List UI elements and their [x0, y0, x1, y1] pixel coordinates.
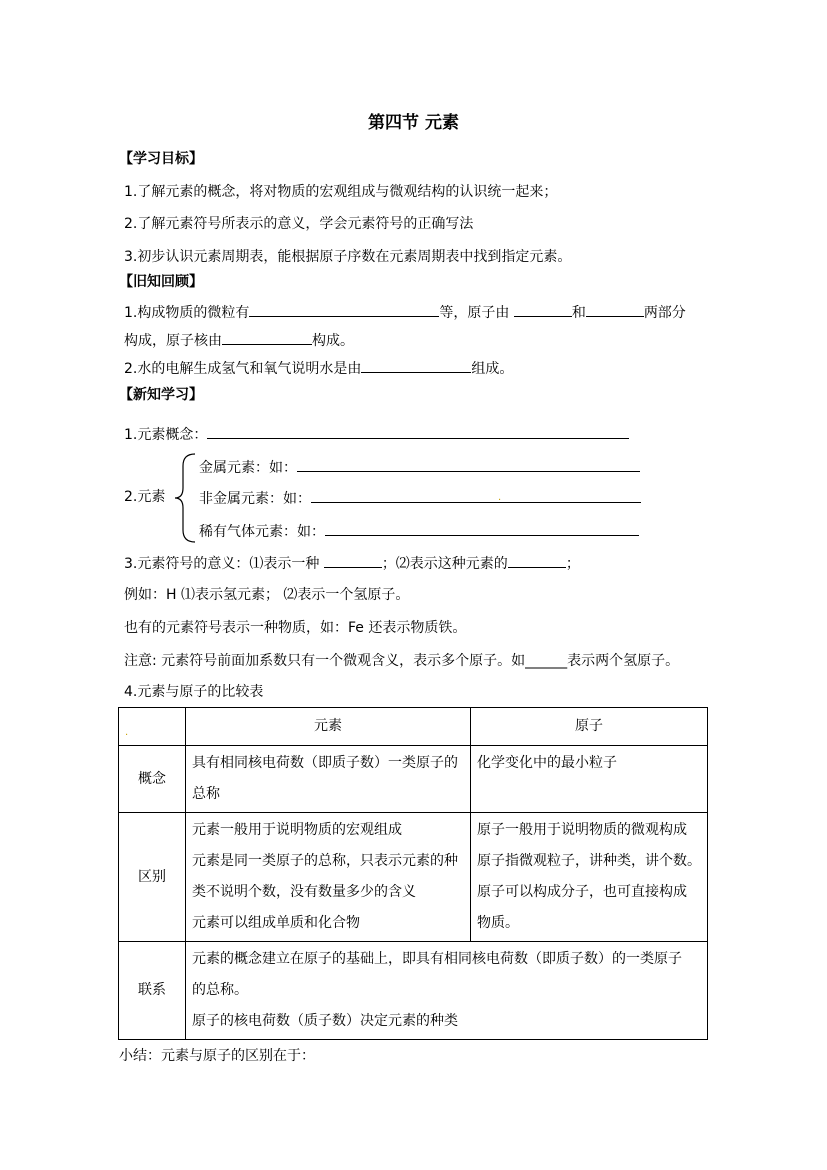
cell-line: 化学变化中的最小粒子 [477, 755, 617, 771]
cell-line: 元素可以组成单质和化合物 [192, 915, 360, 931]
symbol-text-c: ； [565, 556, 580, 572]
blank-nucleus[interactable] [222, 330, 312, 345]
review-q2-text-a: 2.水的电解生成氢气和氧气说明水是由 [124, 361, 362, 377]
cell-line: 类不说明个数，没有数量多少的含义 [192, 884, 416, 900]
review-q2-text-b: 组成。 [471, 361, 514, 377]
concept-label: 1.元素概念： [124, 427, 208, 443]
table-row [119, 813, 708, 942]
new-heading: 【新知学习】 [119, 387, 203, 403]
curly-brace-icon [173, 452, 197, 544]
noble-line [199, 521, 639, 541]
nonmetal-line [199, 488, 641, 508]
concept-atom-cell [471, 746, 708, 813]
row-label-relation: 联系 [119, 942, 186, 1040]
note-line [124, 652, 679, 670]
blank-symbol-1[interactable] [324, 553, 382, 568]
relation-cell [186, 942, 708, 1040]
metal-label: 金属元素：如： [199, 460, 297, 476]
note-blank[interactable]: ______ [525, 653, 568, 669]
cell-line: 元素是同一类原子的总称，只表示元素的种 [192, 853, 458, 869]
review-heading: 【旧知回顾】 [119, 274, 203, 290]
page-title: 第四节 元素 [368, 113, 459, 133]
scan-mark-icon: . [125, 727, 129, 738]
note-text-a: 注意: 元素符号前面加系数只有一个微观含义，表示多个原子。如 [124, 653, 526, 669]
cell-line: 具有相同核电荷数（即质子数）一类原子的 [192, 755, 458, 771]
review-q1-text-c: 和 [571, 305, 586, 321]
objective-3: 3.初步认识元素周期表，能根据原子序数在元素周期表中找到指定元素。 [124, 249, 572, 265]
blank-water[interactable] [361, 358, 471, 373]
table-corner-cell [119, 708, 186, 746]
comparison-table [118, 707, 708, 1040]
difference-element-cell [186, 813, 471, 942]
review-q1-text-b: 等，原子由 [439, 305, 510, 321]
review-q1-text-a: 1.构成物质的微粒有 [124, 305, 250, 321]
cell-line: 元素一般用于说明物质的宏观组成 [192, 822, 402, 838]
blank-metal[interactable] [297, 457, 640, 472]
objectives-heading: 【学习目标】 [119, 151, 203, 167]
cell-line: 原子一般用于说明物质的微观构成 [477, 822, 687, 838]
summary-line: 小结：元素与原子的区别在于： [119, 1048, 315, 1064]
review-q1-text-f: 构成。 [312, 333, 354, 349]
also-line: 也有的元素符号表示一种物质，如：Fe 还表示物质铁。 [124, 620, 467, 636]
col-header-atom: 原子 [471, 708, 708, 746]
review-q1-line2 [124, 330, 354, 350]
objective-2: 2.了解元素符号所表示的意义，学会元素符号的正确写法 [124, 216, 474, 232]
difference-atom-cell [471, 813, 708, 942]
row-label-concept: 概念 [119, 746, 186, 813]
cell-line: 的总称。 [192, 982, 248, 998]
symbol-meaning-line [124, 553, 580, 573]
compare-label: 4.元素与原子的比较表 [124, 684, 264, 700]
col-header-element: 元素 [186, 708, 471, 746]
symbol-text-a: 3.元素符号的意义：⑴表示一种 [124, 556, 320, 572]
review-q1-line1 [124, 302, 686, 322]
cell-line: 原子可以构成分子，也可直接构成 [477, 884, 687, 900]
cell-line: 物质。 [477, 915, 519, 931]
review-q2 [124, 358, 513, 378]
cell-line: 元素的概念建立在原子的基础上，即具有相同核电荷数（即质子数）的一类原子 [192, 951, 682, 967]
blank-concept[interactable] [207, 424, 629, 439]
blank-noble[interactable] [325, 521, 639, 536]
example-line: 例如：H ⑴表示氢元素； ⑵表示一个氢原子。 [124, 587, 410, 603]
scan-mark-icon: · [498, 495, 502, 506]
review-q1-text-d: 两部分 [643, 305, 686, 321]
metal-line [199, 457, 640, 477]
blank-part-1[interactable] [514, 302, 572, 317]
review-q1-text-e: 构成，原子核由 [124, 333, 222, 349]
blank-part-2[interactable] [586, 302, 644, 317]
cell-line: 总称 [192, 786, 220, 802]
noble-label: 稀有气体元素：如： [199, 524, 325, 540]
table-header-row [119, 708, 708, 746]
nonmetal-label: 非金属元素：如： [199, 491, 311, 507]
blank-nonmetal[interactable] [311, 488, 641, 503]
table-row [119, 746, 708, 813]
concept-element-cell [186, 746, 471, 813]
blank-symbol-2[interactable] [508, 553, 566, 568]
classify-label: 2.元素 [124, 489, 166, 505]
cell-line: 原子的核电荷数（质子数）决定元素的种类 [192, 1013, 458, 1029]
blank-particles[interactable] [249, 302, 439, 317]
concept-line [124, 424, 629, 444]
objective-1: 1.了解元素的概念，将对物质的宏观组成与微观结构的认识统一起来； [124, 184, 558, 200]
table-row [119, 942, 708, 1040]
note-text-c: 表示两个氢原子。 [567, 653, 680, 669]
symbol-text-b: ；⑵表示这种元素的 [381, 556, 508, 572]
row-label-difference: 区别 [119, 813, 186, 942]
cell-line: 原子指微观粒子，讲种类，讲个数。 [477, 853, 701, 869]
